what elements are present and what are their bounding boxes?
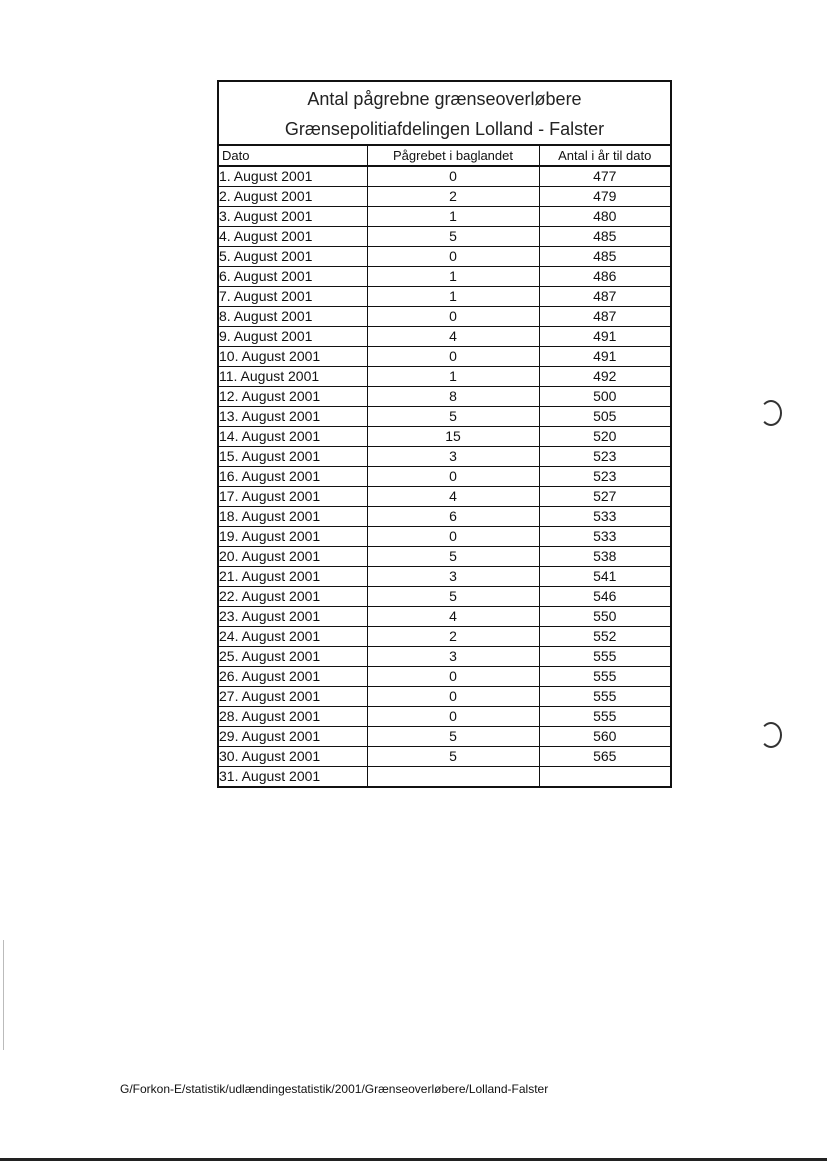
ytd-cell: 546 <box>539 587 670 607</box>
caught-cell: 5 <box>367 547 539 567</box>
ytd-cell: 505 <box>539 407 670 427</box>
ytd-cell: 555 <box>539 707 670 727</box>
table-row <box>219 307 670 327</box>
date-cell: 27. August 2001 <box>219 687 367 707</box>
ytd-cell: 487 <box>539 307 670 327</box>
caught-cell: 5 <box>367 747 539 767</box>
ytd-cell: 523 <box>539 467 670 487</box>
ytd-cell: 485 <box>539 227 670 247</box>
date-cell: 25. August 2001 <box>219 647 367 667</box>
caught-cell: 0 <box>367 247 539 267</box>
ytd-cell: 533 <box>539 507 670 527</box>
table-row <box>219 166 670 187</box>
ytd-cell: 500 <box>539 387 670 407</box>
date-cell: 8. August 2001 <box>219 307 367 327</box>
column-header-ytd: Antal i år til dato <box>539 146 670 166</box>
ytd-cell: 565 <box>539 747 670 767</box>
table-row <box>219 247 670 267</box>
caught-cell: 15 <box>367 427 539 447</box>
caught-cell: 4 <box>367 327 539 347</box>
report-subtitle: Grænsepolitiafdelingen Lolland - Falster <box>284 119 605 139</box>
table-row <box>219 667 670 687</box>
date-cell: 13. August 2001 <box>219 407 367 427</box>
date-cell: 4. August 2001 <box>219 227 367 247</box>
table-row <box>219 227 670 247</box>
column-header-date: Dato <box>219 146 367 166</box>
table-row <box>219 367 670 387</box>
column-header-caught: Pågrebet i baglandet <box>367 146 539 166</box>
date-cell: 14. August 2001 <box>219 427 367 447</box>
table-row <box>219 767 670 787</box>
date-cell: 15. August 2001 <box>219 447 367 467</box>
table-row <box>219 647 670 667</box>
caught-cell: 1 <box>367 287 539 307</box>
table-row <box>219 727 670 747</box>
date-cell: 11. August 2001 <box>219 367 367 387</box>
ytd-cell: 541 <box>539 567 670 587</box>
ytd-cell: 491 <box>539 327 670 347</box>
date-cell: 26. August 2001 <box>219 667 367 687</box>
scan-edge-mark <box>3 940 4 1050</box>
date-cell: 21. August 2001 <box>219 567 367 587</box>
ytd-cell: 555 <box>539 667 670 687</box>
date-cell: 17. August 2001 <box>219 487 367 507</box>
table-row <box>219 747 670 767</box>
caught-cell: 0 <box>367 166 539 187</box>
statistics-report <box>217 80 672 788</box>
date-cell: 7. August 2001 <box>219 287 367 307</box>
table-row <box>219 407 670 427</box>
caught-cell: 0 <box>367 687 539 707</box>
date-cell: 30. August 2001 <box>219 747 367 767</box>
caught-cell: 3 <box>367 447 539 467</box>
ytd-cell: 523 <box>539 447 670 467</box>
ytd-cell: 533 <box>539 527 670 547</box>
table-row <box>219 427 670 447</box>
scan-bottom-rule <box>0 1158 827 1161</box>
caught-cell: 0 <box>367 527 539 547</box>
caught-cell: 5 <box>367 227 539 247</box>
caught-cell: 3 <box>367 567 539 587</box>
table-body <box>219 166 670 786</box>
date-cell: 3. August 2001 <box>219 207 367 227</box>
ytd-cell: 527 <box>539 487 670 507</box>
ytd-cell: 477 <box>539 166 670 187</box>
footer-file-path: G/Forkon-E/statistik/udlændingestatistik/2001/Grænseoverløbere/Lolland-Falster <box>120 1082 549 1096</box>
date-cell: 31. August 2001 <box>219 767 367 787</box>
punch-hole-mark <box>760 400 782 426</box>
table-row <box>219 287 670 307</box>
caught-cell: 1 <box>367 367 539 387</box>
date-cell: 5. August 2001 <box>219 247 367 267</box>
ytd-cell: 555 <box>539 647 670 667</box>
ytd-cell: 480 <box>539 207 670 227</box>
ytd-cell <box>539 767 670 787</box>
date-cell: 16. August 2001 <box>219 467 367 487</box>
ytd-cell: 555 <box>539 687 670 707</box>
caught-cell: 5 <box>367 727 539 747</box>
date-cell: 22. August 2001 <box>219 587 367 607</box>
date-cell: 20. August 2001 <box>219 547 367 567</box>
table-row <box>219 447 670 467</box>
table-row <box>219 187 670 207</box>
date-cell: 9. August 2001 <box>219 327 367 347</box>
caught-cell: 1 <box>367 267 539 287</box>
caught-cell: 6 <box>367 507 539 527</box>
ytd-cell: 550 <box>539 607 670 627</box>
caught-cell: 1 <box>367 207 539 227</box>
ytd-cell: 552 <box>539 627 670 647</box>
caught-cell: 0 <box>367 667 539 687</box>
caught-cell: 5 <box>367 587 539 607</box>
table-row <box>219 267 670 287</box>
caught-cell: 8 <box>367 387 539 407</box>
caught-cell: 2 <box>367 627 539 647</box>
table-row <box>219 207 670 227</box>
ytd-cell: 485 <box>539 247 670 267</box>
ytd-cell: 487 <box>539 287 670 307</box>
date-cell: 28. August 2001 <box>219 707 367 727</box>
table-row <box>219 527 670 547</box>
table-row <box>219 387 670 407</box>
table-row <box>219 547 670 567</box>
date-cell: 18. August 2001 <box>219 507 367 527</box>
caught-cell: 0 <box>367 307 539 327</box>
date-cell: 10. August 2001 <box>219 347 367 367</box>
ytd-cell: 492 <box>539 367 670 387</box>
caught-cell: 2 <box>367 187 539 207</box>
table-row <box>219 467 670 487</box>
date-cell: 2. August 2001 <box>219 187 367 207</box>
table-row <box>219 567 670 587</box>
table-header-row <box>219 146 670 166</box>
date-cell: 24. August 2001 <box>219 627 367 647</box>
date-cell: 12. August 2001 <box>219 387 367 407</box>
report-title: Antal pågrebne grænseoverløbere <box>307 89 582 109</box>
table-row <box>219 687 670 707</box>
table-row <box>219 627 670 647</box>
date-cell: 29. August 2001 <box>219 727 367 747</box>
report-header <box>219 84 670 146</box>
date-cell: 23. August 2001 <box>219 607 367 627</box>
ytd-cell: 486 <box>539 267 670 287</box>
ytd-cell: 538 <box>539 547 670 567</box>
table-row <box>219 347 670 367</box>
table-row <box>219 587 670 607</box>
caught-cell: 3 <box>367 647 539 667</box>
caught-cell: 4 <box>367 487 539 507</box>
ytd-cell: 491 <box>539 347 670 367</box>
punch-hole-mark <box>760 722 782 748</box>
table-row <box>219 507 670 527</box>
caught-cell: 0 <box>367 707 539 727</box>
table-row <box>219 707 670 727</box>
table-row <box>219 487 670 507</box>
caught-cell: 5 <box>367 407 539 427</box>
ytd-cell: 560 <box>539 727 670 747</box>
date-cell: 1. August 2001 <box>219 166 367 187</box>
ytd-cell: 520 <box>539 427 670 447</box>
ytd-cell: 479 <box>539 187 670 207</box>
table-row <box>219 327 670 347</box>
date-cell: 19. August 2001 <box>219 527 367 547</box>
caught-cell: 0 <box>367 347 539 367</box>
caught-cell: 4 <box>367 607 539 627</box>
caught-cell: 0 <box>367 467 539 487</box>
border-crossers-table <box>219 146 670 786</box>
date-cell: 6. August 2001 <box>219 267 367 287</box>
table-row <box>219 607 670 627</box>
caught-cell <box>367 767 539 787</box>
